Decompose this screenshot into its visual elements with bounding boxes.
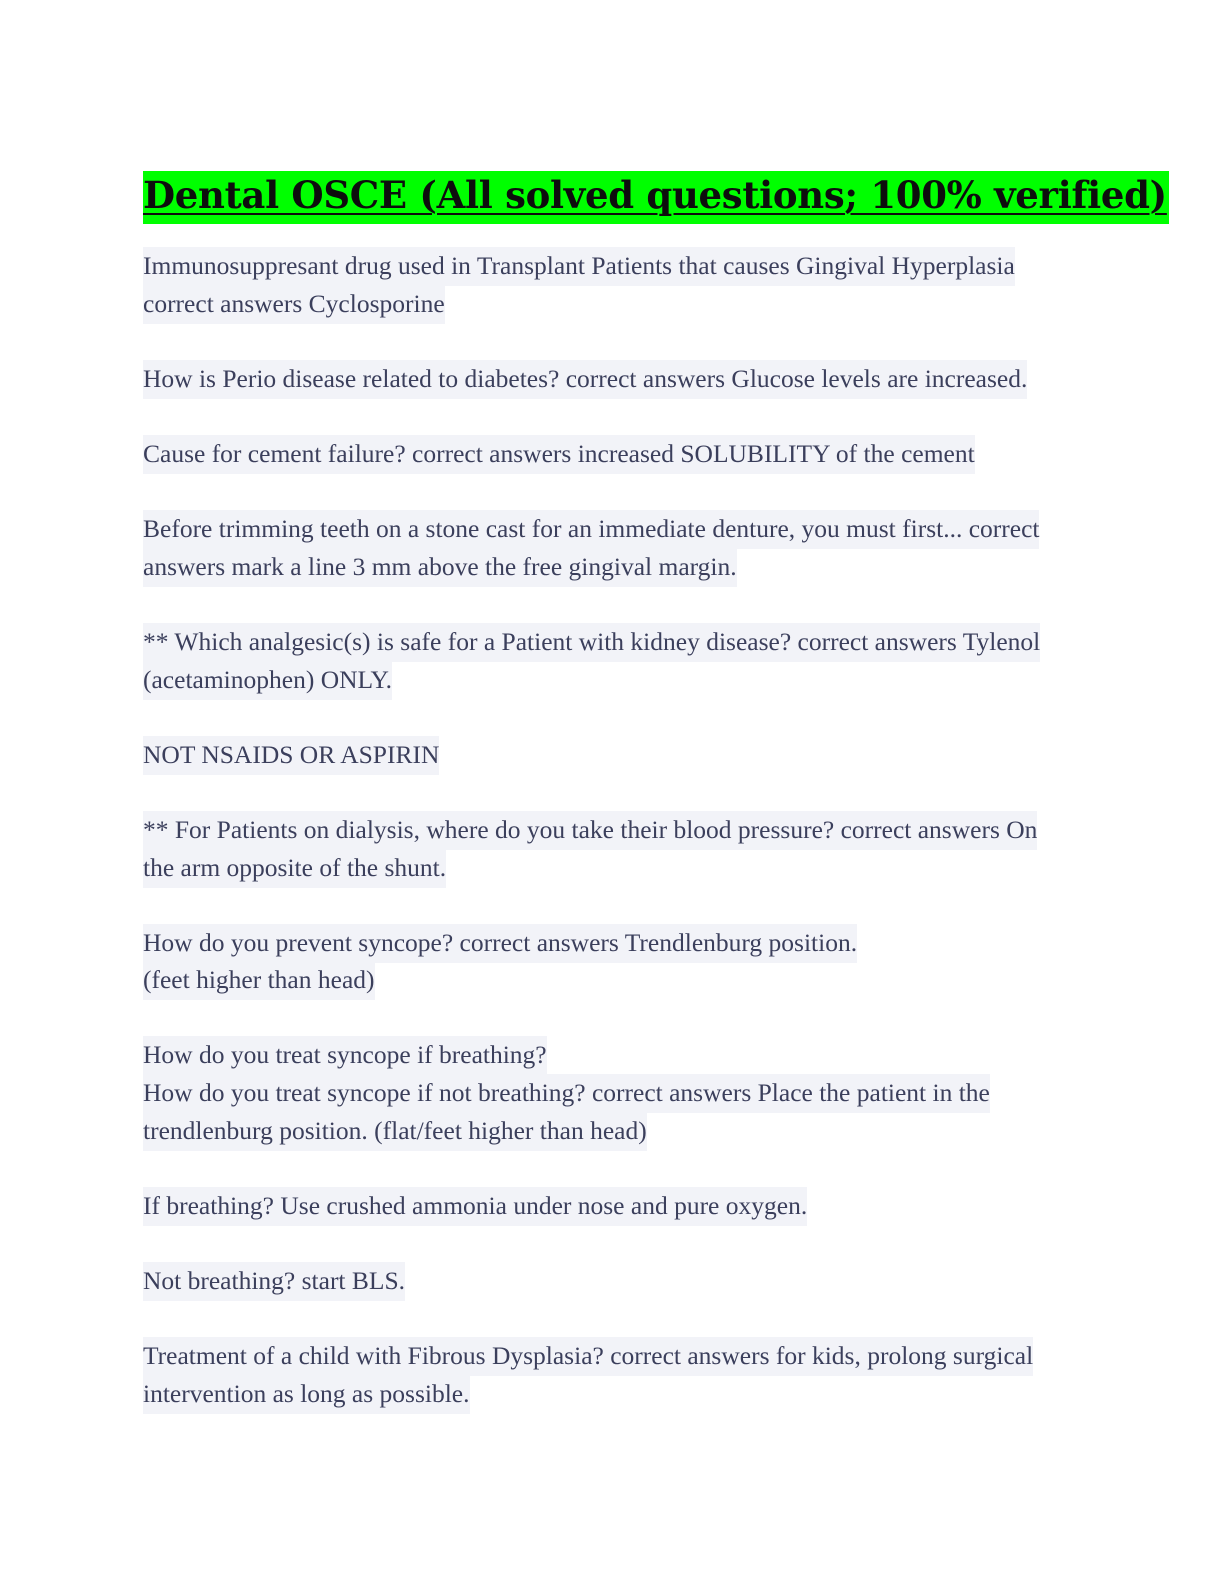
note-no-nsaids	[143, 736, 1053, 774]
qa-text: If breathing? Use crushed ammonia under nose and pure oxygen.	[143, 1187, 807, 1226]
qa-cyclosporine	[143, 247, 1053, 322]
qa-text: How is Perio disease related to diabetes? correct answers Glucose levels are increased.	[143, 360, 1027, 399]
qa-prevent-syncope	[143, 924, 1053, 999]
qa-text: NOT NSAIDS OR ASPIRIN	[143, 736, 439, 775]
document-body	[143, 247, 1053, 1412]
qa-dialysis-bp	[143, 811, 1053, 886]
qa-perio-diabetes	[143, 360, 1053, 398]
qa-text: Not breathing? start BLS.	[143, 1262, 405, 1301]
qa-text: (feet higher than head)	[143, 961, 375, 1000]
qa-fibrous-dysplasia	[143, 1337, 1053, 1412]
title-highlight: Dental OSCE (All solved questions; 100% verified)	[143, 171, 1169, 224]
qa-text: How do you prevent syncope? correct answers Trendlenburg position.	[143, 924, 857, 963]
qa-kidney-analgesic	[143, 623, 1053, 698]
qa-cement-failure	[143, 435, 1053, 473]
qa-treat-syncope	[143, 1036, 1053, 1149]
qa-text: How do you treat syncope if not breathing? correct answers Place the patient in the trendlenburg position. (flat/feet higher than head)	[143, 1074, 990, 1151]
document-title	[143, 167, 1169, 229]
note-if-breathing	[143, 1187, 1053, 1225]
qa-immediate-denture	[143, 510, 1053, 585]
qa-text: How do you treat syncope if breathing?	[143, 1036, 547, 1075]
qa-text: ** Which analgesic(s) is safe for a Patient with kidney disease? correct answers Tylenol (acetaminophen) ONLY.	[143, 623, 1040, 700]
qa-text: Immunosuppresant drug used in Transplant Patients that causes Gingival Hyperplasia correct answers Cyclosporine	[143, 247, 1015, 324]
qa-text: Treatment of a child with Fibrous Dysplasia? correct answers for kids, prolong surgical intervention as long as possible.	[143, 1337, 1033, 1414]
note-not-breathing	[143, 1262, 1053, 1300]
qa-text: ** For Patients on dialysis, where do you take their blood pressure? correct answers On the arm opposite of the shunt.	[143, 811, 1037, 888]
qa-text: Before trimming teeth on a stone cast for an immediate denture, you must first... correct answers mark a line 3 mm above the free gingival margin.	[143, 510, 1039, 587]
qa-text: Cause for cement failure? correct answers increased SOLUBILITY of the cement	[143, 435, 975, 474]
